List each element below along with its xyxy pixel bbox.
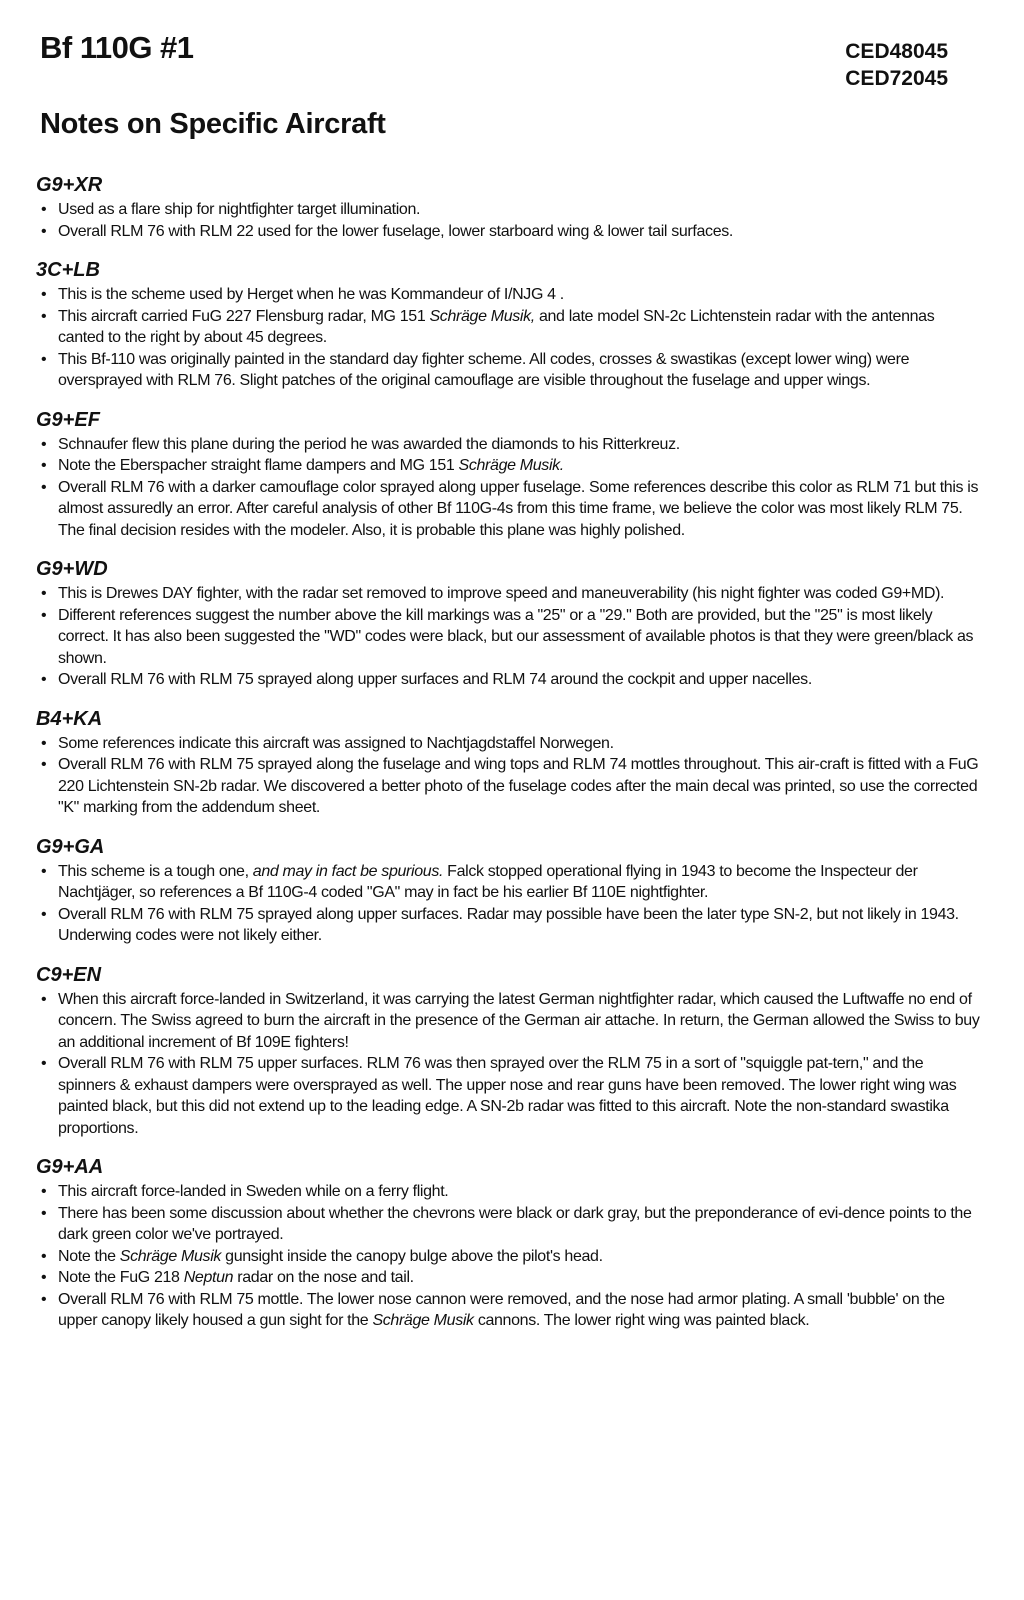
note-item (36, 1267, 982, 1289)
note-text: This scheme is a tough one, (58, 862, 253, 880)
aircraft-code-heading: G9+EF (36, 408, 100, 431)
bullet-icon: • (41, 435, 47, 453)
note-text: cannons. The lower right wing was painted black. (473, 1312, 810, 1329)
bullet-icon: • (41, 905, 47, 923)
bullet-icon: • (41, 862, 47, 880)
page-subtitle: Notes on Specific Aircraft (40, 108, 386, 140)
aircraft-section (36, 174, 982, 242)
document-title: Bf 110G #1 (40, 30, 194, 65)
aircraft-section (36, 964, 982, 1140)
bullet-icon: • (41, 1183, 47, 1200)
aircraft-section (36, 836, 982, 947)
bullet-icon: • (41, 990, 47, 1008)
bullet-icon: • (41, 585, 47, 602)
bullet-icon: • (41, 671, 47, 688)
aircraft-code-heading: C9+EN (36, 963, 102, 986)
bullet-icon: • (41, 734, 47, 752)
note-item (36, 1203, 982, 1246)
bullet-icon: • (41, 1204, 47, 1222)
bullet-icon: • (41, 457, 47, 474)
aircraft-section (36, 708, 982, 819)
note-item (36, 583, 982, 605)
note-item (36, 669, 982, 691)
note-item (36, 477, 982, 542)
bullet-icon: • (41, 1290, 47, 1308)
note-item (36, 221, 982, 243)
note-item (36, 306, 982, 349)
note-text: This aircraft force-landed in Sweden while on a ferry flight. (58, 1183, 449, 1200)
bullet-icon: • (41, 286, 47, 303)
note-item (36, 434, 982, 456)
note-text: Overall RLM 76 with a darker camouflage color sprayed along upper fuselage. Some references describe this color as RLM 71 but this is almost assuredly an error. After careful analysis of other Bf 110G-4s from this time frame, we believe the color was most likely RLM 75. The final decision resides with the modeler. Also, it is probable this plane was highly polished. (58, 478, 979, 539)
note-text: This Bf-110 was originally painted in the standard day fighter scheme. All codes, crosses & swastikas (except lower wing) were oversprayed with RLM 76. Slight patches of the original camouflage are visible throughout the fuselage and upper wings. (58, 350, 910, 389)
notes-list (36, 1181, 982, 1332)
notes-list (36, 434, 982, 542)
note-text: This is the scheme used by Herget when he was Kommandeur of I/NJG 4 . (58, 286, 564, 303)
bullet-icon: • (41, 222, 47, 240)
note-text: Used as a flare ship for nightfighter target illumination. (58, 201, 421, 218)
note-text: Overall RLM 76 with RLM 75 sprayed along upper surfaces. Radar may possible have been the later type SN-2, but not likely in 1943. Underwing codes were not likely either. (58, 905, 959, 944)
bullet-icon: • (41, 201, 47, 218)
note-text: Overall RLM 76 with RLM 75 upper surfaces. RLM 76 was then sprayed over the RLM 75 in a sort of "squiggle pat-tern," and the spinners & exhaust dampers were oversprayed as well. The upper nose and rear guns have been removed. The lower right wing was painted black, but this did not extend up to the leading edge. A SN-2b radar was fitted to this aircraft. Note the non-standard swastika proportions. (58, 1055, 957, 1137)
note-text: radar on the nose and tail. (233, 1269, 414, 1286)
note-text: Schnaufer flew this plane during the period he was awarded the diamonds to his Ritterkreuz. (58, 435, 680, 453)
bullet-icon: • (41, 756, 47, 773)
bullet-icon: • (41, 350, 47, 368)
note-item (36, 754, 982, 819)
note-text: Note the (58, 1247, 120, 1265)
note-text: This aircraft carried FuG 227 Flensburg radar, MG 151 (58, 307, 430, 325)
aircraft-section (36, 558, 982, 691)
notes-list (36, 989, 982, 1140)
bullet-icon: • (41, 1055, 47, 1072)
note-text: Different references suggest the number above the kill markings was a "25" or a "29." Both are provided, but the "25" is most likely correct. It has also been suggested the "WD" codes were black, but our assessment of available photos is that they were green/black as shown. (58, 606, 974, 667)
note-text: Overall RLM 76 with RLM 75 sprayed along upper surfaces and RLM 74 around the cockpit and upper nacelles. (58, 671, 812, 688)
italic-text: Schräge Musik, (429, 307, 535, 325)
note-text: and late model SN-2c Lichtenstein radar with the antennas canted to the right by about 45 degrees. (58, 307, 935, 346)
note-item (36, 1246, 982, 1268)
aircraft-code-heading: B4+KA (36, 707, 103, 730)
notes-list (36, 284, 982, 392)
note-item (36, 349, 982, 392)
aircraft-section (36, 1156, 982, 1332)
note-item (36, 904, 982, 947)
product-code: CED48045 (845, 40, 948, 63)
note-item (36, 455, 982, 477)
note-item (36, 199, 982, 221)
italic-text: Schräge Musik (372, 1312, 474, 1329)
note-item (36, 989, 982, 1054)
note-text: gunsight inside the canopy bulge above the pilot's head. (221, 1247, 603, 1265)
notes-list (36, 199, 982, 242)
aircraft-section (36, 259, 982, 392)
italic-text: Neptun (183, 1269, 234, 1286)
aircraft-notes (36, 174, 982, 1349)
note-item (36, 1053, 982, 1139)
note-item (36, 733, 982, 755)
aircraft-code-heading: G9+XR (36, 174, 103, 196)
note-text: Overall RLM 76 with RLM 75 sprayed along the fuselage and wing tops and RLM 74 mottles throughout. This air-craft is fitted with a FuG 220 Lichtenstein SN-2b radar. We discovered a better photo of the fuselage codes after the main decal was printed, so use the corrected "K" marking from the addendum sheet. (58, 756, 979, 816)
note-item (36, 284, 982, 306)
note-text: This is Drewes DAY fighter, with the radar set removed to improve speed and maneuverability (his night fighter was coded G9+MD). (58, 585, 945, 602)
note-item (36, 861, 982, 904)
aircraft-code-heading: G9+GA (36, 835, 105, 858)
notes-list (36, 733, 982, 819)
bullet-icon: • (41, 1269, 47, 1286)
note-text: Some references indicate this aircraft was assigned to Nachtjagdstaffel Norwegen. (58, 734, 614, 752)
notes-list (36, 583, 982, 691)
note-item (36, 1289, 982, 1332)
aircraft-section (36, 409, 982, 542)
note-text: Falck stopped operational flying in 1943 to become the Inspecteur der Nachtjäger, so references a Bf 110G-4 coded "GA" may in fact be his earlier Bf 110E nightfighter. (58, 862, 918, 901)
product-code: CED72045 (845, 67, 948, 90)
note-text: There has been some discussion about whether the chevrons were black or dark gray, but the preponderance of evi-dence points to the dark green color we've portrayed. (58, 1204, 972, 1243)
aircraft-code-heading: 3C+LB (36, 259, 100, 281)
bullet-icon: • (41, 307, 47, 325)
notes-list (36, 861, 982, 947)
note-item (36, 605, 982, 670)
bullet-icon: • (41, 1247, 47, 1265)
aircraft-code-heading: G9+WD (36, 558, 108, 580)
aircraft-code-heading: G9+AA (36, 1156, 104, 1178)
note-text: Overall RLM 76 with RLM 75 mottle. The lower nose cannon were removed, and the nose had armor plating. A small 'bubble' on the upper canopy likely housed a gun sight for the (58, 1290, 945, 1329)
italic-text: Schräge Musik (119, 1247, 222, 1265)
note-text: Note the FuG 218 (58, 1269, 184, 1286)
italic-text: Schräge Musik. (458, 457, 564, 474)
italic-text: and may in fact be spurious. (252, 862, 444, 880)
note-text: When this aircraft force-landed in Switzerland, it was carrying the latest German nightfighter radar, which caused the Luftwaffe no end of concern. The Swiss agreed to burn the aircraft in the presence of the German air attache. In return, the German allowed the Swiss to buy an additional increment of Bf 109E fighters! (58, 990, 980, 1051)
note-item (36, 1181, 982, 1203)
bullet-icon: • (41, 478, 47, 496)
note-text: Note the Eberspacher straight flame dampers and MG 151 (58, 457, 459, 474)
bullet-icon: • (41, 606, 47, 624)
note-text: Overall RLM 76 with RLM 22 used for the lower fuselage, lower starboard wing & lower tail surfaces. (58, 222, 733, 240)
product-codes (845, 38, 948, 92)
